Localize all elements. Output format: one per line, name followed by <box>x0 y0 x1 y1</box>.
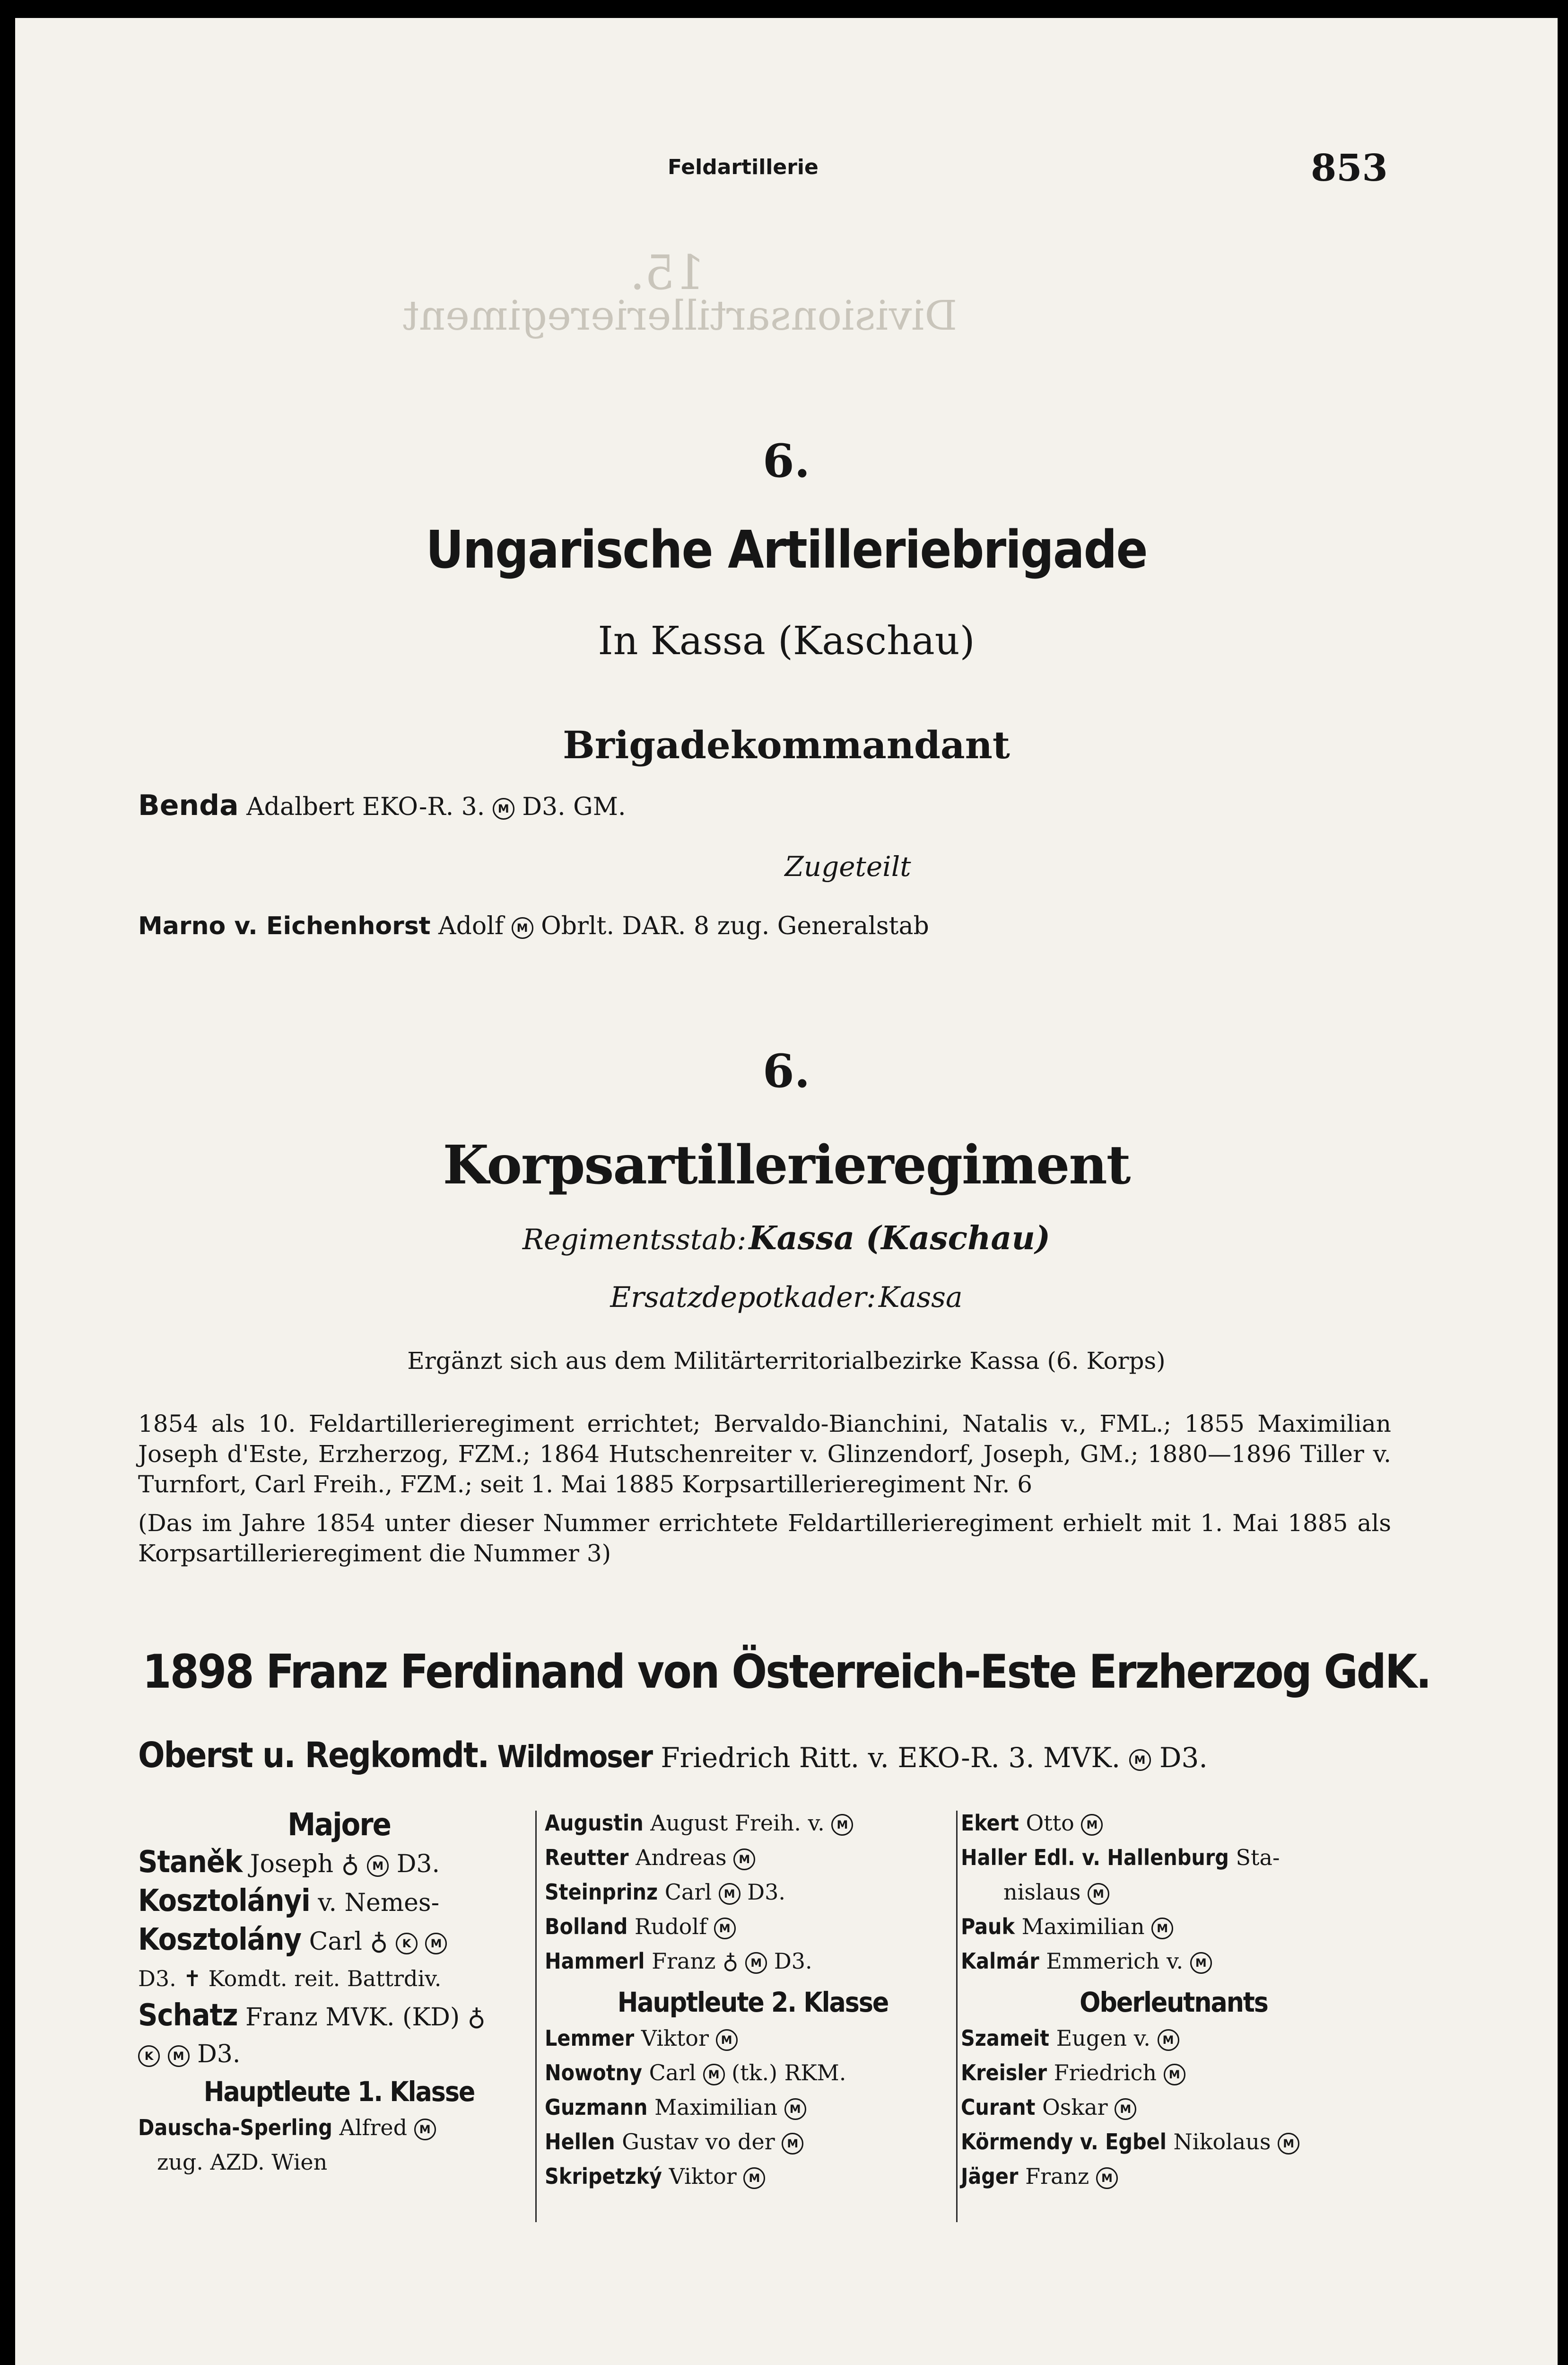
commander-line <box>138 789 626 822</box>
assigned-first-name: Adolf <box>438 912 504 940</box>
page-number: 853 <box>1311 147 1388 190</box>
entry-name: Dauscha-Sperling <box>138 2115 332 2140</box>
list-item <box>545 2125 961 2159</box>
entry-details: Carl <box>664 1879 712 1905</box>
assigned-details: Obrlt. DAR. 8 zug. Generalstab <box>541 912 929 940</box>
medal-icon: M <box>1096 2167 1118 2189</box>
entry-tail: D3. <box>396 1850 440 1878</box>
list-item <box>545 1875 961 1910</box>
regiment-patron: 1898 Franz Ferdinand von Österreich-Este Erzherzog GdK. <box>142 1645 1430 1699</box>
entry-details: Joseph ♁ <box>250 1850 359 1878</box>
entry-name: Schatz <box>138 1998 238 2033</box>
entry-details: August Freih. v. <box>650 1810 825 1836</box>
brigade-title: Ungarische Artilleriebrigade <box>426 519 1147 580</box>
lieutenants-heading: Oberleutnants <box>1080 1986 1268 2018</box>
entry-name: Pauk <box>961 1914 1015 1939</box>
column-1 <box>138 1806 540 2180</box>
entry-name: Kreisler <box>961 2060 1047 2085</box>
entry-details: Sta- <box>1236 1845 1280 1870</box>
entry-details: zug. AZD. Wien <box>157 2149 328 2175</box>
medal-icon: M <box>782 2133 803 2155</box>
assigned-heading: Zugeteilt <box>784 850 911 883</box>
list-item <box>545 1840 961 1875</box>
medal-icon: M <box>425 1933 447 1954</box>
assigned-line <box>138 912 929 940</box>
medal-icon: M <box>1081 1814 1103 1836</box>
commander-details: Adalbert EKO-R. 3. <box>246 793 485 821</box>
list-item <box>138 1921 540 1960</box>
entry-details: Franz MVK. (KD) ♁ <box>245 2003 486 2032</box>
entry-name: Kalmár <box>961 1948 1039 1974</box>
entry-details: Rudolf <box>634 1914 707 1939</box>
commander-rank: D3. GM. <box>522 793 626 821</box>
colonel-details: Friedrich Ritt. v. EKO-R. 3. MVK. <box>661 1742 1121 1774</box>
list-item <box>138 1844 540 1883</box>
entry-name: Curant <box>961 2094 1036 2120</box>
bleed-through-text: 15. <box>630 245 706 300</box>
entry-name: Guzmann <box>545 2094 648 2120</box>
entry-details: Viktor <box>669 2164 737 2189</box>
commander-name: Benda <box>138 789 239 822</box>
list-item <box>961 1910 1386 1944</box>
k-icon: K <box>396 1933 418 1954</box>
list-item <box>138 2036 540 2073</box>
regiment-history: 1854 als 10. Feldartillerieregiment errichtet; Bervaldo-Bianchini, Natalis v., FML.; 1855 Maximilian Joseph d'Este, Erzherzog, FZM.; 1864 Hutschenreiter v. Glinzendorf, Joseph, GM.; 1880—1896 Tiller v. Turnfort, Carl Freih., FZM.; seit 1. Mai 1885 Korpsartillerieregiment Nr. 6 <box>138 1410 1391 1498</box>
staff-value: Kassa (Kaschau) <box>749 1219 1051 1257</box>
medal-icon: M <box>703 2064 725 2085</box>
medal-icon: M <box>719 1883 740 1905</box>
regiment-title: Korpsartillerieregiment <box>443 1134 1130 1196</box>
entry-details: Franz ♁ <box>652 1948 739 1974</box>
medal-icon: M <box>1278 2133 1299 2155</box>
k-icon: K <box>138 2045 160 2067</box>
entry-details: Friedrich <box>1054 2060 1157 2085</box>
entry-details: Eugen v. <box>1056 2025 1150 2051</box>
colonel-decoration: D3. <box>1159 1742 1208 1774</box>
majors-heading: Majore <box>287 1806 391 1843</box>
medal-icon: M <box>714 1918 736 1939</box>
list-item <box>545 2090 961 2125</box>
column-3 <box>961 1806 1386 2194</box>
list-item <box>138 1997 540 2036</box>
depot-value: Kassa <box>878 1281 963 1314</box>
list-item <box>961 1875 1386 1910</box>
entry-details: Carl <box>649 2060 696 2085</box>
entry-details: Viktor <box>641 2025 709 2051</box>
list-item <box>545 2021 961 2056</box>
entry-details: Oskar <box>1042 2094 1108 2120</box>
assigned-name: Marno v. Eichenhorst <box>138 912 431 940</box>
list-item <box>961 1944 1386 1979</box>
entry-name: Szameit <box>961 2025 1049 2051</box>
entry-tail: D3. <box>747 1879 786 1905</box>
running-header: Feldartillerie <box>668 155 819 179</box>
medal-icon: M <box>512 917 533 939</box>
medal-icon: M <box>367 1855 389 1877</box>
entry-details: Emmerich v. <box>1046 1948 1184 1974</box>
list-item <box>961 2056 1386 2090</box>
entry-name: Bolland <box>545 1914 628 1939</box>
medal-icon: M <box>1151 1918 1173 1939</box>
brigade-number: 6. <box>762 434 810 488</box>
entry-details: Franz <box>1025 2164 1089 2189</box>
medal-icon: M <box>743 2167 765 2189</box>
medal-icon: M <box>168 2045 190 2067</box>
list-item <box>138 2145 540 2180</box>
captains1-heading: Hauptleute 1. Klasse <box>203 2076 475 2108</box>
column-2 <box>545 1806 961 2194</box>
medal-icon: M <box>493 798 514 820</box>
entry-name: Steinprinz <box>545 1879 658 1905</box>
entry-name: Nowotny <box>545 2060 642 2085</box>
medal-icon: M <box>784 2098 806 2120</box>
entry-details: Andreas <box>636 1845 727 1870</box>
medal-icon: M <box>1164 2064 1185 2085</box>
entry-tail: D3. <box>774 1948 812 1974</box>
entry-name: Körmendy v. Egbel <box>961 2129 1167 2155</box>
entry-name: Augustin <box>545 1810 644 1836</box>
brigade-location: In Kassa (Kaschau) <box>598 619 975 664</box>
list-item <box>545 2159 961 2194</box>
entry-name: Lemmer <box>545 2025 635 2051</box>
entry-details: Nikolaus <box>1173 2129 1271 2155</box>
entry-details: Maximilian <box>654 2094 778 2120</box>
supplement-line: Ergänzt sich aus dem Militärterritorialbezirke Kassa (6. Korps) <box>407 1347 1166 1375</box>
list-item <box>961 2090 1386 2125</box>
list-item <box>961 1840 1386 1875</box>
medal-icon: M <box>1115 2098 1136 2120</box>
medal-icon: M <box>716 2029 738 2051</box>
depot-label: Ersatzdepotkader: <box>610 1281 876 1314</box>
list-item <box>961 2021 1386 2056</box>
entry-name: Hellen <box>545 2129 615 2155</box>
entry-name: Staněk <box>138 1845 243 1880</box>
list-item <box>961 2125 1386 2159</box>
list-item <box>545 1944 961 1979</box>
depot-line <box>15 1281 1558 1314</box>
entry-details: v. Nemes- <box>318 1889 440 1917</box>
captains2-heading: Hauptleute 2. Klasse <box>617 1986 889 2018</box>
colonel-name: Wildmoser <box>497 1740 652 1775</box>
entry-details: Otto <box>1026 1810 1074 1836</box>
list-item <box>138 1883 540 1921</box>
entry-name: Kosztolány <box>138 1922 302 1957</box>
list-item <box>138 2111 540 2145</box>
medal-icon: M <box>1190 1952 1212 1974</box>
regiment-note: (Das im Jahre 1854 unter dieser Nummer errichtete Feldartillerieregiment erhielt mit 1. Mai 1885 als Korpsartillerieregiment die Nummer 3) <box>138 1509 1391 1567</box>
page <box>15 18 1558 2365</box>
entry-name: Hammerl <box>545 1948 645 1974</box>
entry-name: Kosztolányi <box>138 1883 310 1918</box>
entry-details: Alfred <box>339 2115 408 2140</box>
medal-icon: M <box>1129 1749 1151 1771</box>
medal-icon: M <box>745 1952 767 1974</box>
list-item <box>961 1806 1386 1840</box>
list-item <box>545 1910 961 1944</box>
entry-details: Gustav vo der <box>622 2129 775 2155</box>
colonel-label: Oberst u. Regkomdt. <box>138 1735 489 1776</box>
regiment-number: 6. <box>762 1044 810 1098</box>
list-item <box>961 2159 1386 2194</box>
medal-icon: M <box>733 1848 755 1870</box>
colonel-line <box>138 1735 1208 1776</box>
entry-name: Ekert <box>961 1810 1019 1836</box>
commander-heading: Brigadekommandant <box>563 723 1010 767</box>
staff-label: Regimentsstab: <box>522 1223 747 1256</box>
medal-icon: M <box>414 2119 436 2140</box>
entry-name: Skripetzký <box>545 2164 662 2189</box>
entry-details: D3. <box>197 2040 241 2068</box>
entry-details: nislaus <box>1003 1879 1081 1905</box>
list-item <box>545 1806 961 1840</box>
entry-details: Carl ♁ <box>309 1927 388 1956</box>
list-item <box>138 1960 540 1997</box>
medal-icon: M <box>1088 1883 1109 1905</box>
staff-line <box>15 1219 1558 1257</box>
entry-details: Maximilian <box>1021 1914 1145 1939</box>
entry-name: Haller Edl. v. Hallenburg <box>961 1845 1229 1870</box>
medal-icon: M <box>831 1814 853 1836</box>
entry-name: Jäger <box>961 2164 1019 2189</box>
list-item <box>545 2056 961 2090</box>
medal-icon: M <box>1158 2029 1179 2051</box>
entry-details: D3. ✝ Komdt. reit. Battrdiv. <box>138 1966 442 1991</box>
entry-name: Reutter <box>545 1845 629 1870</box>
bleed-through-text: Divisionsartillerieregiment <box>403 292 958 340</box>
entry-tail: (tk.) RKM. <box>732 2060 846 2085</box>
